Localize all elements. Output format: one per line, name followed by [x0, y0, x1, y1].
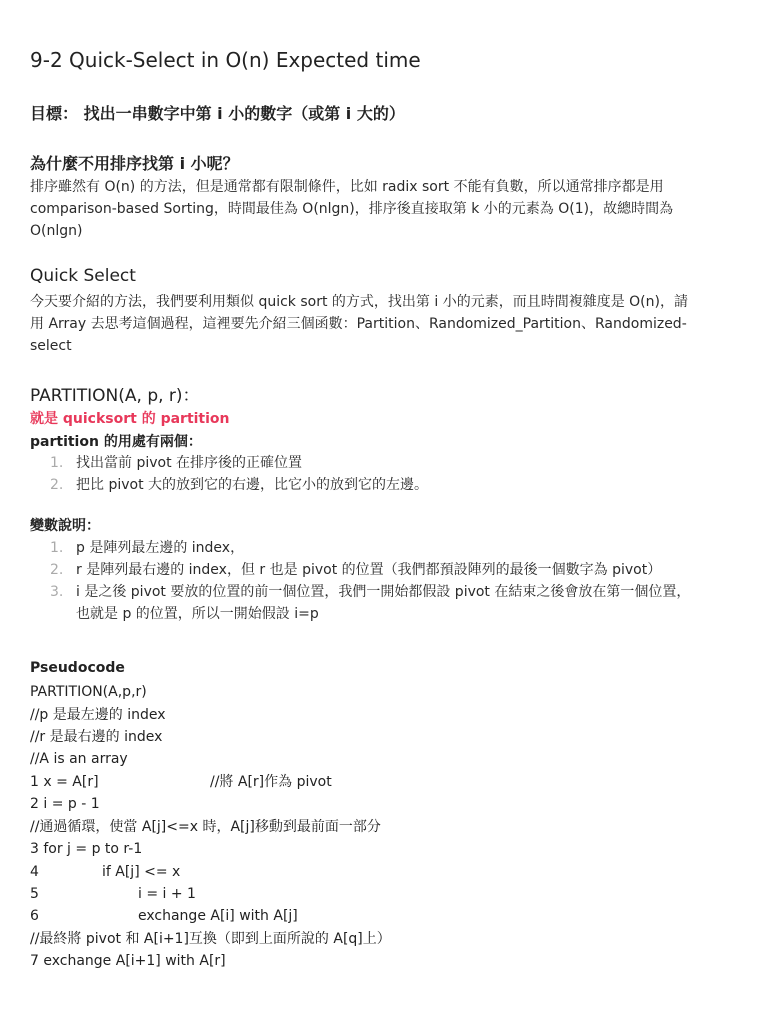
code-line: 5	[30, 886, 39, 902]
partition-heading: PARTITION(A, p, r)：	[30, 386, 200, 406]
code-line: 2 i = p - 1	[30, 796, 100, 812]
list-text: r 是陣列最右邊的 index，但 r 也是 pivot 的位置（我們都預設陣列的最後一個數字為 pivot）	[76, 562, 662, 578]
why-line-3: O(nlgn)	[30, 223, 83, 239]
code-line-body: i = i + 1	[138, 886, 196, 902]
quick-select-line-1: 今天要介紹的方法，我們要利用類似 quick sort 的方式，找出第 i 小的元素，而且時間複雜度是 O(n)，請	[30, 294, 688, 310]
goal-heading: 目標： 找出一串數字中第 i 小的數字（或第 i 大的）	[30, 104, 405, 123]
list-item	[50, 474, 429, 496]
code-line: PARTITION(A,p,r)	[30, 684, 147, 700]
list-item	[50, 581, 691, 603]
list-item	[50, 559, 662, 581]
list-number: 1.	[50, 540, 64, 556]
why-line-1: 排序雖然有 O(n) 的方法，但是通常都有限制條件，比如 radix sort 不能有負數，所以通常排序都是用	[30, 179, 664, 195]
partition-note: 就是 quicksort 的 partition	[30, 411, 230, 427]
partition-uses-heading: partition 的用處有兩個：	[30, 434, 202, 450]
code-line: 1 x = A[r]	[30, 774, 99, 790]
list-item	[50, 537, 245, 559]
list-text: p 是陣列最左邊的 index，	[76, 540, 245, 556]
pseudocode-heading: Pseudocode	[30, 660, 125, 676]
code-line: 3 for j = p to r-1	[30, 841, 143, 857]
list-number: 2.	[50, 562, 64, 578]
why-line-2: comparison-based Sorting，時間最佳為 O(nlgn)，排序後直接取第 k 小的元素為 O(1)，故總時間為	[30, 201, 674, 217]
list-text: 找出當前 pivot 在排序後的正確位置	[76, 455, 303, 471]
list-text-continued: 也就是 p 的位置，所以一開始假設 i=p	[76, 606, 319, 622]
why-heading: 為什麼不用排序找第 i 小呢？	[30, 154, 239, 173]
code-line: //最終將 pivot 和 A[i+1]互換（即到上面所說的 A[q]上）	[30, 931, 391, 947]
quick-select-line-3: select	[30, 338, 72, 354]
quick-select-heading: Quick Select	[30, 266, 136, 286]
code-line-body: exchange A[i] with A[j]	[138, 908, 298, 924]
page-title: 9-2 Quick-Select in O(n) Expected time	[30, 48, 421, 72]
list-number: 1.	[50, 455, 64, 471]
code-line: 4	[30, 864, 39, 880]
code-comment: //將 A[r]作為 pivot	[210, 774, 332, 790]
quick-select-line-2: 用 Array 去思考這個過程，這裡要先介紹三個函數：Partition、Randomized_Partition、Randomized-	[30, 316, 687, 332]
code-line-body: if A[j] <= x	[102, 864, 181, 880]
code-line: //通過循環，使當 A[j]<=x 時，A[j]移動到最前面一部分	[30, 819, 381, 835]
list-item	[50, 452, 303, 474]
code-line: //r 是最右邊的 index	[30, 729, 163, 745]
code-line: 6	[30, 908, 39, 924]
list-number: 3.	[50, 584, 64, 600]
code-line: 7 exchange A[i+1] with A[r]	[30, 953, 226, 969]
list-number: 2.	[50, 477, 64, 493]
list-text: 把比 pivot 大的放到它的右邊，比它小的放到它的左邊。	[76, 477, 429, 493]
list-text: i 是之後 pivot 要放的位置的前一個位置，我們一開始都假設 pivot 在結束之後會放在第一個位置，	[76, 584, 691, 600]
code-line: //A is an array	[30, 751, 128, 767]
vars-heading: 變數說明：	[30, 518, 100, 534]
code-line: //p 是最左邊的 index	[30, 707, 166, 723]
